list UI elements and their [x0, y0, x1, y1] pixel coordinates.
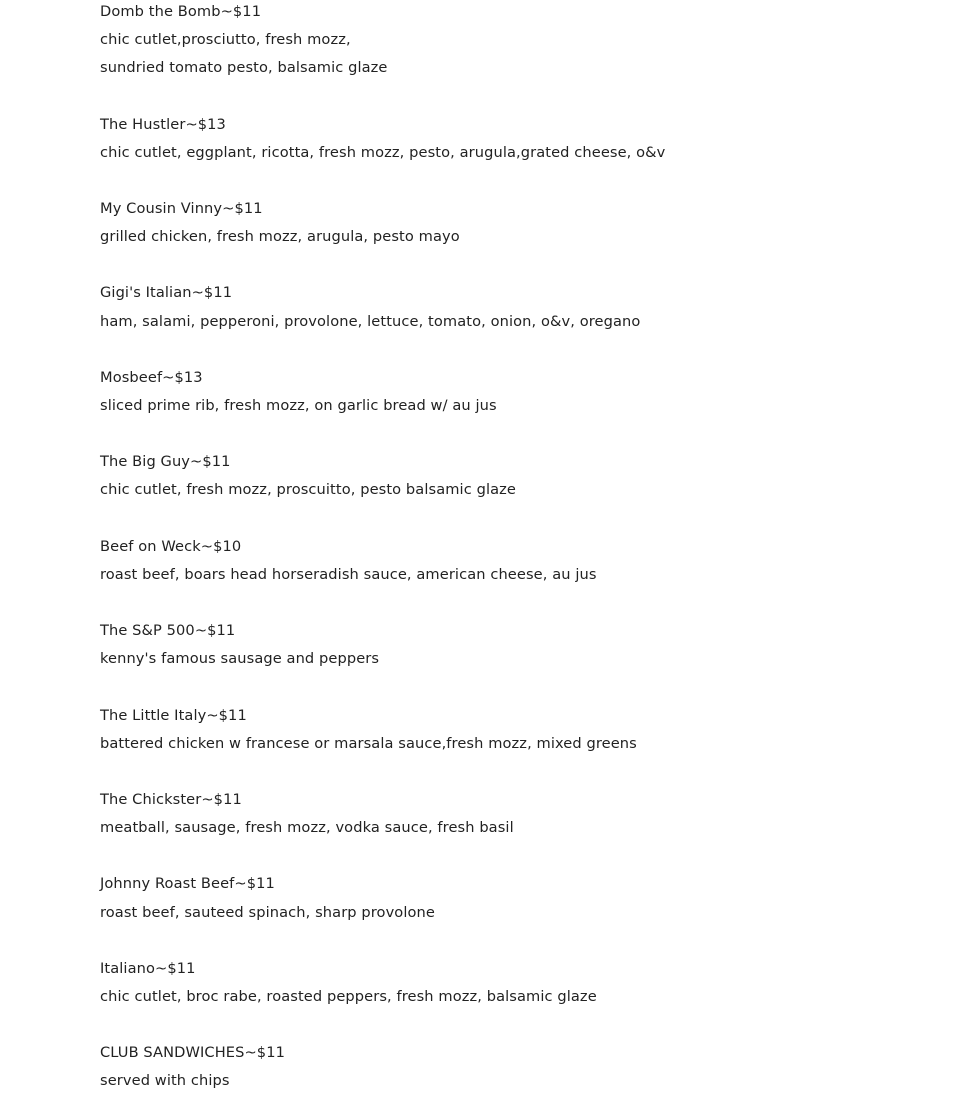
menu-item-name: Johnny Roast Beef~$11	[100, 875, 275, 893]
menu-item-name: Beef on Weck~$10	[100, 537, 242, 555]
menu-item-name: Italiano~$11	[100, 959, 196, 977]
menu-item-description: battered chicken w francese or marsala sauce,fresh mozz, mixed greens	[100, 734, 637, 752]
spacer	[100, 589, 920, 617]
menu-item-domb-the-bomb	[100, 0, 920, 82]
menu-item-description: grilled chicken, fresh mozz, arugula, pesto mayo	[100, 228, 460, 246]
menu-item-name: Mosbeef~$13	[100, 368, 203, 386]
spacer	[100, 336, 920, 364]
menu-item-description: kenny's famous sausage and peppers	[100, 650, 380, 668]
spacer	[100, 505, 920, 533]
menu-item-description: chic cutlet,prosciutto, fresh mozz,	[100, 31, 351, 49]
menu-item-the-little-italy	[100, 702, 920, 758]
menu-item-description: meatball, sausage, fresh mozz, vodka sauce, fresh basil	[100, 819, 514, 837]
menu-item-mosbeef	[100, 364, 920, 420]
menu-item-description: served with chips	[100, 1072, 230, 1090]
menu-item-my-cousin-vinny	[100, 195, 920, 251]
menu-item-description: chic cutlet, eggplant, ricotta, fresh mozz, pesto, arugula,grated cheese, o&v	[100, 143, 666, 161]
menu-item-the-big-guy	[100, 448, 920, 504]
menu-item-gigis-italian	[100, 279, 920, 335]
spacer	[100, 420, 920, 448]
menu-item-description: chic cutlet, broc rabe, roasted peppers, fresh mozz, balsamic glaze	[100, 987, 597, 1005]
menu-item-the-hustler	[100, 111, 920, 167]
menu-item-the-sp-500	[100, 617, 920, 673]
menu-item-club-sandwiches	[100, 1039, 920, 1095]
spacer	[100, 927, 920, 955]
spacer	[100, 82, 920, 110]
menu-item-name: The S&P 500~$11	[100, 622, 236, 640]
menu-item-name: My Cousin Vinny~$11	[100, 199, 263, 217]
spacer	[100, 842, 920, 870]
menu-item-description: roast beef, sauteed spinach, sharp provolone	[100, 903, 435, 921]
menu-item-the-chickster	[100, 786, 920, 842]
menu-item-description: ham, salami, pepperoni, provolone, lettuce, tomato, onion, o&v, oregano	[100, 312, 641, 330]
menu-item-description: sliced prime rib, fresh mozz, on garlic bread w/ au jus	[100, 396, 497, 414]
menu-item-beef-on-weck	[100, 533, 920, 589]
menu-item-name: The Little Italy~$11	[100, 706, 247, 724]
menu-item-description: chic cutlet, fresh mozz, proscuitto, pesto balsamic glaze	[100, 481, 516, 499]
spacer	[100, 251, 920, 279]
spacer	[100, 1011, 920, 1039]
menu-item-description: sundried tomato pesto, balsamic glaze	[100, 59, 388, 77]
menu-item-name: The Big Guy~$11	[100, 453, 231, 471]
sandwich-menu	[100, 0, 920, 1095]
menu-item-name: Gigi's Italian~$11	[100, 284, 233, 302]
spacer	[100, 673, 920, 701]
menu-item-name: The Hustler~$13	[100, 115, 226, 133]
menu-item-description: roast beef, boars head horseradish sauce, american cheese, au jus	[100, 565, 597, 583]
spacer	[100, 758, 920, 786]
menu-item-name: The Chickster~$11	[100, 790, 242, 808]
menu-item-italiano	[100, 955, 920, 1011]
menu-section-heading: CLUB SANDWICHES~$11	[100, 1044, 285, 1062]
menu-item-name: Domb the Bomb~$11	[100, 3, 262, 20]
spacer	[100, 167, 920, 195]
menu-item-johnny-roast-beef	[100, 870, 920, 926]
